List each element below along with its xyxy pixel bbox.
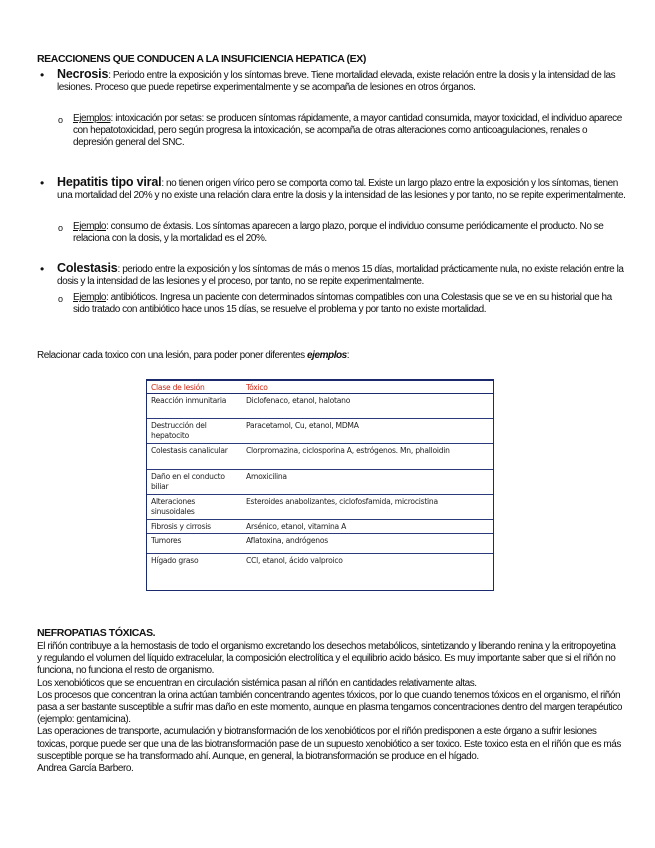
bullet-icon: • <box>40 68 45 82</box>
table-cell-lesion: Tumores <box>147 534 242 554</box>
table-cell-lesion: Colestasis canalicular <box>147 444 242 470</box>
table-cell-lesion: Daño en el conducto biliar <box>147 470 242 495</box>
relate-emphasis: ejemplos <box>307 350 347 361</box>
hepatitis-example-text: : consumo de éxtasis. Los síntomas aparecen a largo plazo, porque el individuo consume periódicamente el producto. No se relaciona con la dosis, y la mortalidad es el 20%. <box>73 221 604 245</box>
table-cell-toxic: Diclofenaco, etanol, halotano <box>242 394 493 419</box>
bullet-icon: • <box>40 262 45 276</box>
table-cell-lesion: Alteraciones sinusoidales <box>147 495 242 520</box>
hepatitis-example-label: Ejemplo <box>73 221 106 232</box>
necrosis-text: : Periodo entre la exposición y los síntomas breve. Tiene mortalidad elevada, existe relación entre la dosis y la intensidad de las lesiones. Proceso que puede repetirse experimentalmente y se acompaña de lesiones en otros órganos. <box>57 70 616 94</box>
table-row <box>147 534 493 554</box>
sub-bullet-icon: o <box>58 115 64 125</box>
relate-colon: : <box>346 350 350 361</box>
necrosis-example-label: Ejemplos <box>73 113 111 124</box>
colestasis-text: : periodo entre la exposición y los síntomas de más o menos 15 días, mortalidad prácticamente nula, no existe relación entre la dosis y la intensidad de las lesiones y el proceso, por tanto, no se repite experimentalmente. <box>57 264 624 288</box>
nephro-paragraph: Los xenobióticos que se encuentran en circulación sistémica pasan al riñón en cantidades relativamente altas. <box>37 677 477 689</box>
table-cell-lesion: Reacción inmunitaria <box>147 394 242 419</box>
table-cell-toxic: Clorpromazina, ciclosporina A, estrógenos. Mn, phalloidin <box>242 444 493 470</box>
table-cell-toxic: Esteroides anabolizantes, ciclofosfamida, microcistina <box>242 495 493 520</box>
table-cell-toxic: Amoxicilina <box>242 470 493 495</box>
table-cell-toxic: Paracetamol, Cu, etanol, MDMA <box>242 419 493 444</box>
author-name: Andrea García Barbero. <box>37 763 134 775</box>
hepatitis-term: Hepatitis tipo viral <box>57 175 162 189</box>
hepatitis-paragraph <box>57 176 627 202</box>
nephro-paragraph: El riñón contribuye a la hemostasis de todo el organismo excretando los desechos metabólicos, sintetizando y liberando renina y la eritropoyetina y regulando el volumen del líquido extracelular, la composición electrolítica y el equilibrio acido básico. Es muy importante saber que si el riñón no funciona, no funciona el resto de organismo. <box>37 641 616 677</box>
necrosis-example <box>73 113 625 150</box>
table-cell-toxic: Arsénico, etanol, vitamina A <box>242 520 493 534</box>
hepatitis-example <box>73 221 625 245</box>
section-heading-hepatic: REACCIONENS QUE CONDUCEN A LA INSUFICIENCIA HEPATICA (EX) <box>37 53 366 65</box>
table-row <box>147 419 493 444</box>
table-header-toxic: Tóxico <box>242 381 493 394</box>
table-row <box>147 520 493 534</box>
section-heading-nephro: NEFROPATIAS TÓXICAS. <box>37 627 156 639</box>
table-row <box>147 444 493 470</box>
table-row <box>147 495 493 520</box>
table-cell-toxic: Aflatoxina, andrógenos <box>242 534 493 554</box>
bullet-icon: • <box>40 176 45 190</box>
nephro-paragraph: Las operaciones de transporte, acumulación y biotransformación de los xenobióticos por el riñón predisponen a este órgano a sufrir lesiones toxicas, porque puede ser que una de las biotransformación pase de un supuesto xenobiótico a ser toxico. Este toxico esta en el riñón que es más susceptible porque se ha transformado ahí. Aunque, en general, la biotransformación se produce en el hígado. <box>37 726 621 762</box>
table-cell-lesion: Destrucción del hepatocito <box>147 419 242 444</box>
nephro-paragraph: Los procesos que concentran la orina actúan también concentrando agentes tóxicos, por lo que cuando tenemos tóxicos en el organismo, el riñón pasa a ser bastante susceptible a sufrir mas daño en este momento, aunque en plasma tengamos concentraciones dentro del margen terapéutico (ejemplo: gentamicina). <box>37 689 622 726</box>
colestasis-term: Colestasis <box>57 261 118 275</box>
sub-bullet-icon: o <box>58 294 64 304</box>
table-row <box>147 470 493 495</box>
table-cell-lesion: Hígado graso <box>151 556 199 565</box>
table-cell-lesion: Fibrosis y cirrosis <box>147 520 242 534</box>
table-cell-toxic: CCl, etanol, ácido valproico <box>246 556 343 565</box>
table-bottom-rule <box>146 590 494 591</box>
colestasis-example-text: : antibióticos. Ingresa un paciente con determinados síntomas compatibles con una Colestasis que se ve en su historial que ha sido tratado con antibiótico hace unos 15 días, se resuelve el problema y por tanto no existe mortalidad. <box>73 292 612 316</box>
sub-bullet-icon: o <box>58 223 64 233</box>
colestasis-paragraph <box>57 262 627 288</box>
colestasis-example-label: Ejemplo <box>73 292 106 303</box>
relate-instruction <box>37 350 617 362</box>
necrosis-example-text: : intoxicación por setas: se producen síntomas rápidamente, a mayor cantidad consumida, mayor toxicidad, el individuo aparece con hepatotoxicidad, pero según progresa la intoxicación, se acompaña de otras alteraciones como anticoagulaciones, renales o depresión general del SNC. <box>73 113 622 149</box>
nephro-body <box>37 641 622 775</box>
table-header-row <box>147 381 493 394</box>
table-header-lesion: Clase de lesión <box>147 381 242 394</box>
lesion-toxic-table <box>146 379 494 591</box>
table-row <box>147 394 493 419</box>
hepatitis-text: : no tienen origen vírico pero se comporta como tal. Existe un largo plazo entre la exposición y los síntomas, tienen una mortalidad del 20% y no existe una relación clara entre la dosis y la intensidad de las lesiones y por tanto, no se repite experimentalmente. <box>57 178 626 202</box>
table-row <box>147 554 493 582</box>
relate-text: Relacionar cada toxico con una lesión, para poder poner diferentes <box>37 350 308 361</box>
necrosis-paragraph <box>57 68 627 94</box>
necrosis-term: Necrosis <box>57 67 109 81</box>
colestasis-example <box>73 292 625 316</box>
